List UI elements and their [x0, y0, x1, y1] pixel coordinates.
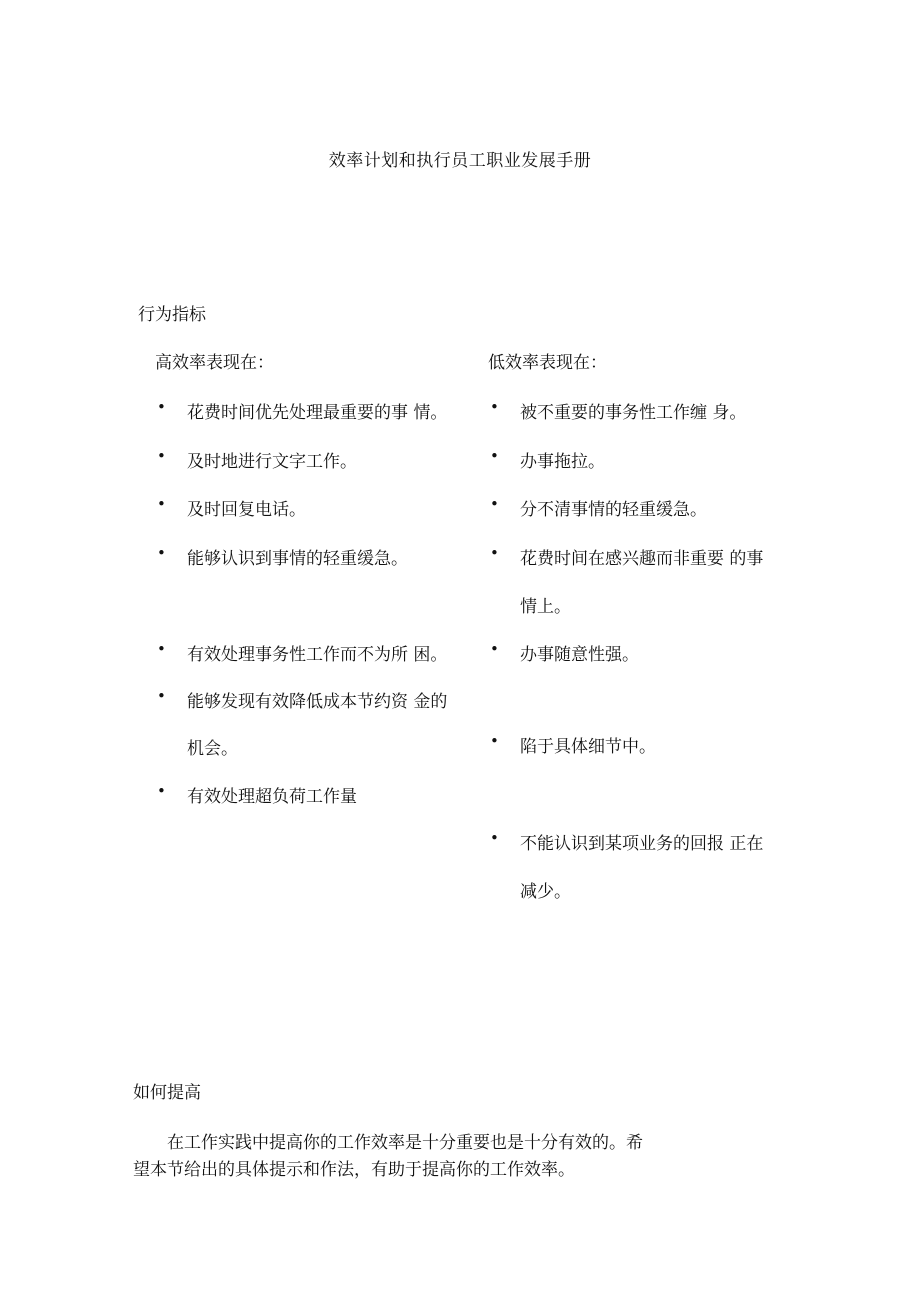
- list-item-text: 能够认识到事情的轻重缓急。: [187, 549, 408, 569]
- bullet-dot: •: [157, 640, 166, 658]
- bullet-dot: •: [157, 544, 166, 562]
- bullet-dot: •: [157, 447, 166, 465]
- list-item-text-continued: 情上。: [520, 597, 571, 617]
- list-item-text: 陷于具体细节中。: [520, 737, 656, 757]
- low-efficiency-heading: 低效率表现在：: [488, 353, 607, 373]
- list-item-text: 办事随意性强。: [520, 645, 639, 665]
- section-heading-improve: 如何提高: [133, 1083, 201, 1103]
- bullet-dot: •: [157, 398, 166, 416]
- bullet-dot: •: [490, 732, 499, 750]
- list-item-text: 被不重要的事务性工作缠 身。: [520, 403, 747, 423]
- bullet-dot: •: [490, 544, 499, 562]
- paragraph-line: 望本节给出的具体提示和作法，有助于提高你的工作效率。: [133, 1160, 575, 1180]
- list-item-text-continued: 减少。: [520, 882, 571, 902]
- list-item-text: 分不清事情的轻重缓急。: [520, 500, 707, 520]
- list-item-text: 不能认识到某项业务的回报 正在: [520, 834, 764, 854]
- bullet-dot: •: [490, 398, 499, 416]
- list-item-text: 及时地进行文字工作。: [187, 452, 357, 472]
- section-heading-behavior: 行为指标: [138, 305, 206, 325]
- list-item-text-continued: 机会。: [187, 739, 238, 759]
- bullet-dot: •: [157, 687, 166, 705]
- list-item-text: 及时回复电话。: [187, 500, 306, 520]
- list-item-text: 花费时间优先处理最重要的事 情。: [187, 403, 448, 423]
- paragraph-line: 在工作实践中提高你的工作效率是十分重要也是十分有效的。希: [167, 1133, 643, 1153]
- list-item-text: 有效处理事务性工作而不为所 困。: [187, 645, 448, 665]
- bullet-dot: •: [157, 782, 166, 800]
- list-item-text: 有效处理超负荷工作量: [187, 787, 357, 807]
- bullet-dot: •: [490, 447, 499, 465]
- bullet-dot: •: [490, 640, 499, 658]
- list-item-text: 花费时间在感兴趣而非重要 的事: [520, 549, 764, 569]
- document-title: 效率计划和执行员工职业发展手册: [328, 151, 592, 171]
- bullet-dot: •: [490, 829, 499, 847]
- bullet-dot: •: [490, 495, 499, 513]
- bullet-dot: •: [157, 495, 166, 513]
- list-item-text: 能够发现有效降低成本节约资 金的: [187, 692, 448, 712]
- list-item-text: 办事拖拉。: [520, 452, 605, 472]
- high-efficiency-heading: 高效率表现在：: [155, 353, 274, 373]
